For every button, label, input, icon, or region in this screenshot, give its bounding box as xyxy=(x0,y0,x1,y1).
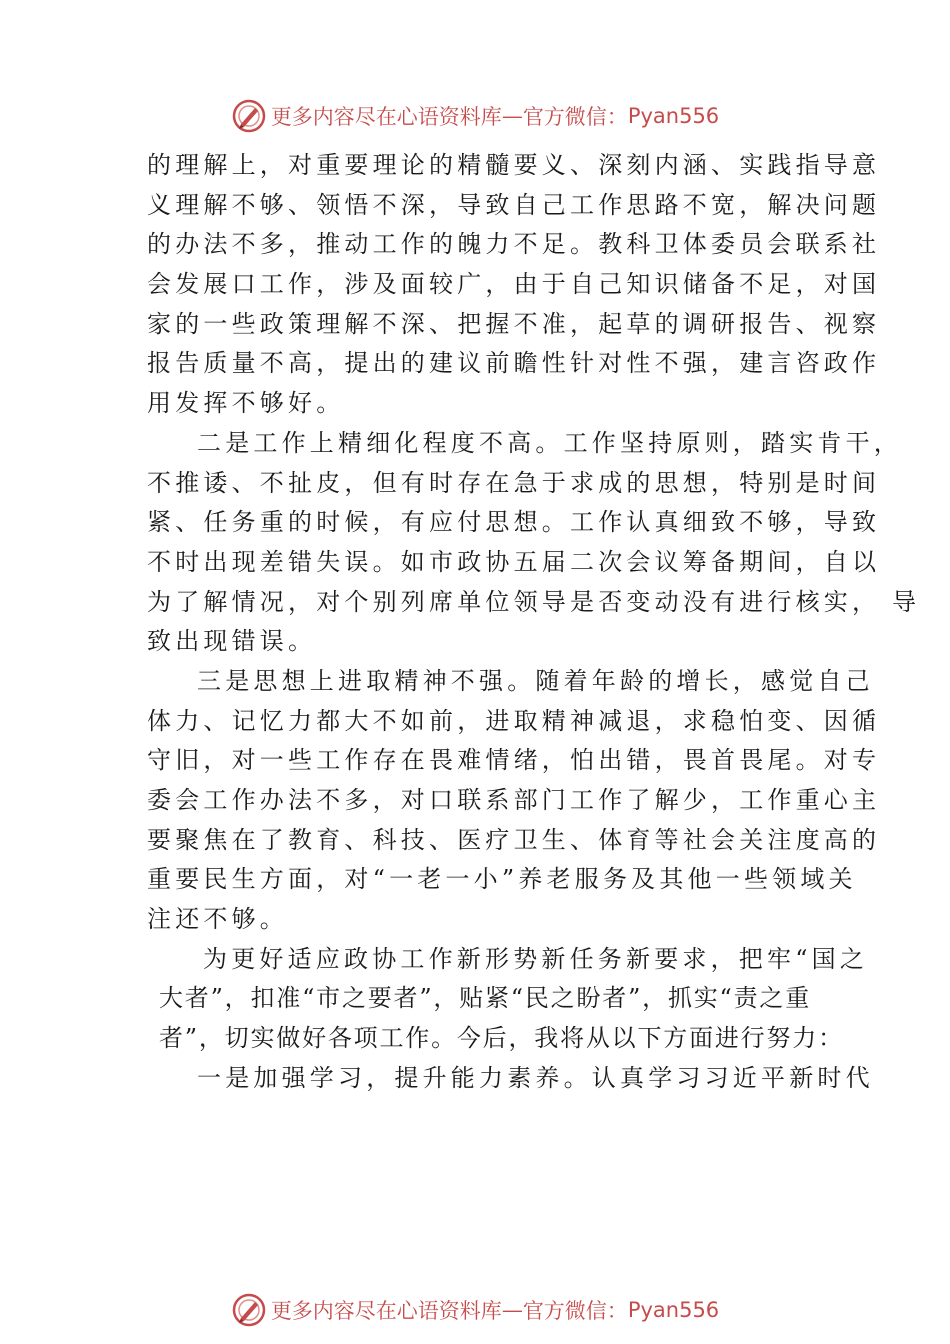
text-line: 要聚焦在了教育、科技、医疗卫生、体育等社会关注度高的 xyxy=(147,825,881,854)
footer-watermark xyxy=(0,1290,950,1330)
text-line: 的办法不多，推动工作的魄力不足。教科卫体委员会联系社 xyxy=(147,230,881,259)
text-line: 者”，切实做好各项工作。今后，我将从以下方面进行努力： xyxy=(159,1024,844,1053)
watermark-contact-id: Pyan556 xyxy=(627,1298,720,1322)
text-line: 不时出现差错失误。如市政协五届二次会议筹备期间，自以 xyxy=(147,547,881,576)
header-watermark xyxy=(0,96,950,136)
paragraph-start-line: 二是工作上精细化程度不高。工作坚持原则，踏实肯干， xyxy=(197,428,902,457)
pen-logo-icon xyxy=(231,1292,267,1328)
watermark-separator: — xyxy=(501,104,523,128)
text-line: 大者”，扣准“市之要者”，贴紧“民之盼者”，抓实“责之重 xyxy=(159,984,812,1013)
text-line: 注还不够。 xyxy=(147,905,288,934)
text-line: 会发展口工作，涉及面较广，由于自己知识储备不足，对国 xyxy=(147,270,881,299)
text-line: 不推诿、不扯皮，但有时存在急于求成的思想，特别是时间 xyxy=(147,468,881,497)
text-line: 守旧，对一些工作存在畏难情绪，怕出错，畏首畏尾。对专 xyxy=(147,746,881,775)
pen-logo-icon xyxy=(231,98,267,134)
text-line: 义理解不够、领悟不深，导致自己工作思路不宽，解决问题 xyxy=(147,190,881,219)
paragraph-start-line: 为更好适应政协工作新形势新任务新要求，把牢“国之 xyxy=(203,944,869,973)
paragraph-start-line: 一是加强学习，提升能力素养。认真学习习近平新时代 xyxy=(197,1063,874,1092)
text-line: 报告质量不高，提出的建议前瞻性针对性不强，建言咨政作 xyxy=(147,349,881,378)
text-line: 为了解情况，对个别列席单位领导是否变动没有进行核实， 导 xyxy=(147,587,921,616)
text-line: 致出现错误。 xyxy=(147,627,317,656)
watermark-contact-label: 官方微信： xyxy=(522,1299,628,1323)
text-line: 重要民生方面，对“一老一小”养老服务及其他一些领域关 xyxy=(147,865,857,894)
text-line: 家的一些政策理解不深、把握不准，起草的调研报告、视察 xyxy=(147,309,881,338)
text-line: 紧、任务重的时候，有应付思想。工作认真细致不够，导致 xyxy=(147,508,881,537)
watermark-site: 更多内容尽在心语资料库 xyxy=(270,105,502,129)
watermark-contact-id: Pyan556 xyxy=(627,104,720,128)
text-line: 的理解上，对重要理论的精髓要义、深刻内涵、实践指导意 xyxy=(147,151,881,179)
watermark-site: 更多内容尽在心语资料库 xyxy=(270,1299,502,1323)
text-line: 体力、记忆力都大不如前，进取精神减退，求稳怕变、因循 xyxy=(147,706,881,735)
watermark-separator: — xyxy=(501,1298,523,1322)
text-line: 委会工作办法不多，对口联系部门工作了解少，工作重心主 xyxy=(147,786,881,814)
watermark-contact-label: 官方微信： xyxy=(522,105,628,129)
text-line: 用发挥不够好。 xyxy=(147,389,345,418)
document-body xyxy=(147,146,921,1099)
paragraph-start-line: 三是思想上进取精神不强。随着年龄的增长，感觉自己 xyxy=(197,666,874,695)
